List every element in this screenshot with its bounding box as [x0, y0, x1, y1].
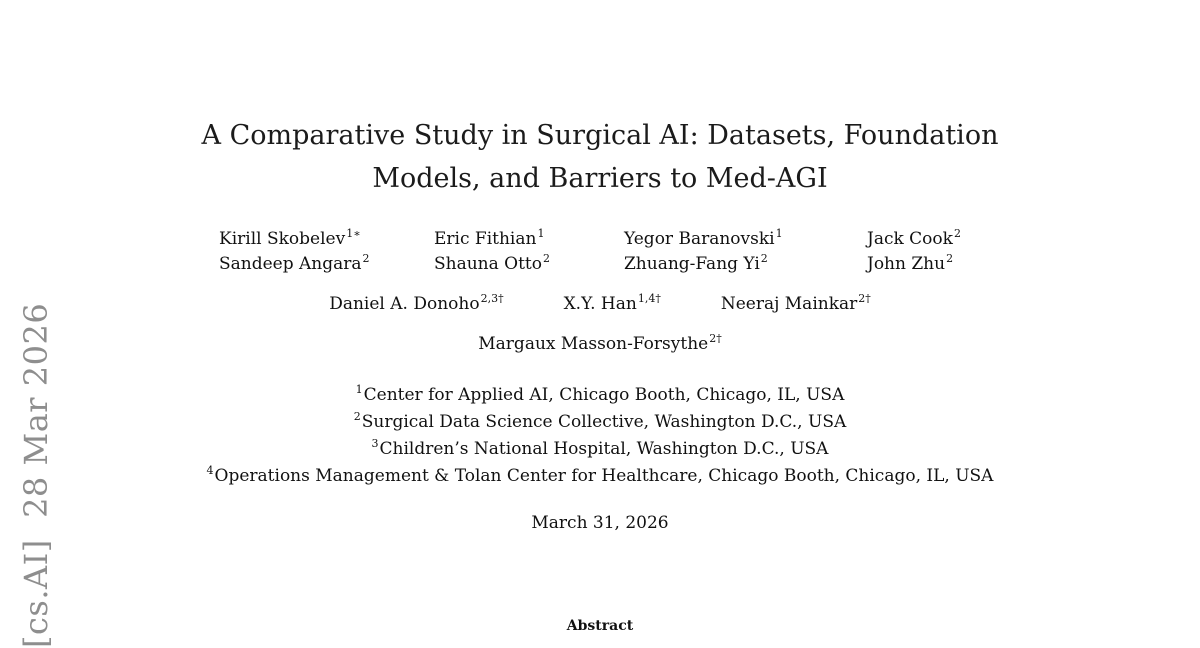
author: Jack Cook$^2$: [867, 227, 961, 249]
affiliations: [0, 382, 1200, 490]
author: Shauna Otto$^2$: [434, 252, 551, 274]
affiliation: $^1$Center for Applied AI, Chicago Booth, Chicago, IL, USA: [355, 383, 845, 405]
author-grid: [219, 227, 961, 277]
author: Daniel A. Donoho$^{2,3\dagger}$: [329, 292, 504, 314]
abstract-heading: Abstract: [566, 618, 634, 634]
paper-title-line-2: Models, and Barriers to Med-AGI: [372, 163, 828, 194]
author: John Zhu$^2$: [867, 252, 954, 274]
author-row-last: [0, 333, 1200, 355]
paper-date: March 31, 2026: [531, 513, 669, 533]
author: Zhuang-Fang Yi$^2$: [624, 252, 768, 274]
author: Neeraj Mainkar$^{2\dagger}$: [720, 292, 871, 314]
author: Yegor Baranovski$^1$: [624, 227, 783, 249]
paper-title-line-1: A Comparative Study in Surgical AI: Datasets, Foundation: [201, 120, 999, 151]
affiliation: $^2$Surgical Data Science Collective, Washington D.C., USA: [353, 410, 847, 432]
author: Kirill Skobelev$^{1∗}$: [219, 227, 361, 249]
author: Margaux Masson-Forsythe$^{2\dagger}$: [478, 332, 722, 354]
paper-title: [0, 114, 1200, 200]
author-row-senior: [0, 293, 1200, 315]
author: Eric Fithian$^1$: [434, 227, 545, 249]
author: Sandeep Angara$^2$: [219, 252, 370, 274]
affiliation: $^3$Children’s National Hospital, Washington D.C., USA: [371, 437, 829, 459]
affiliation: $^4$Operations Management & Tolan Center for Healthcare, Chicago Booth, Chicago, IL, USA: [206, 464, 994, 486]
arxiv-side-stamp: [cs.AI] 28 Mar 2026: [17, 302, 55, 648]
author: X.Y. Han$^{1,4\dagger}$: [563, 292, 661, 314]
